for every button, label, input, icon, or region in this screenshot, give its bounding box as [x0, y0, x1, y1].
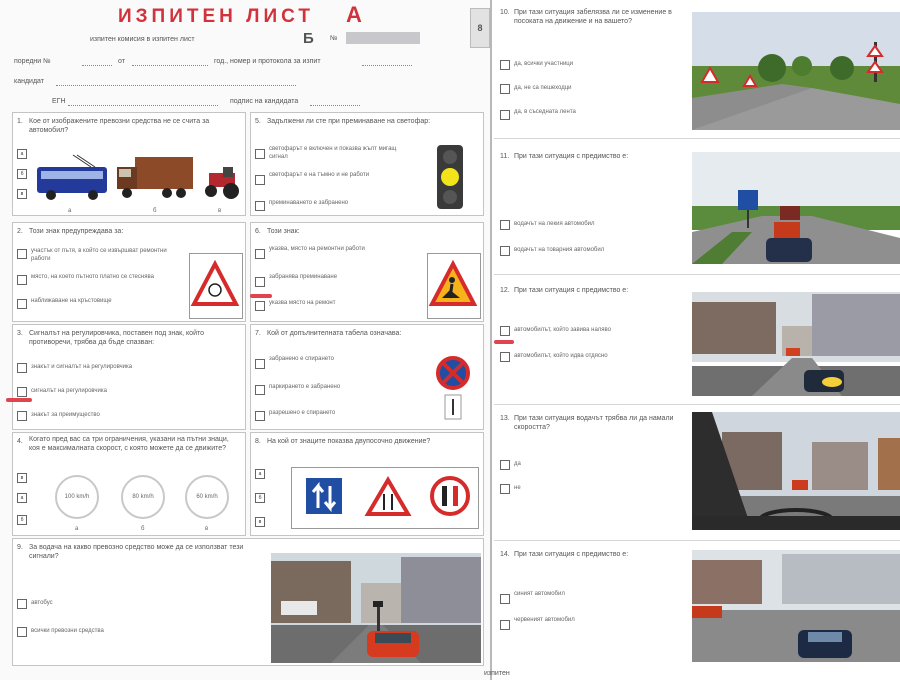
question-text: На кой от знаците показва двупосочно движение? [267, 438, 431, 445]
city-intersection-photo [692, 292, 900, 396]
answer-checkbox-a[interactable] [500, 220, 510, 230]
answer-checkbox-a[interactable]: а [17, 149, 27, 159]
question-number: 3. [17, 330, 23, 337]
question-12 [494, 278, 900, 400]
footer-text: изпитен [484, 670, 510, 677]
answer-checkbox-b[interactable] [17, 387, 27, 397]
answer-a: участък от пътя, в който се извършват ремонтни работи [31, 248, 167, 262]
sign-label-c: в [205, 526, 209, 532]
header-line2-left: поредни № [14, 58, 51, 65]
truck-image [113, 153, 195, 205]
answer-a: водачът на лекия автомобил [514, 221, 595, 227]
sheet-title: ИЗПИТЕН ЛИСТ [118, 6, 314, 27]
answer-checkbox-a[interactable] [500, 460, 510, 470]
answer-a: забранено е спирането [269, 356, 334, 362]
answer-a: автобус [31, 600, 53, 606]
answer-checkbox-b[interactable] [17, 627, 27, 637]
sign-box [291, 467, 479, 529]
question-text: При тази ситуация водачът трябва ли да намали скоростта? [514, 415, 674, 431]
answer-c: знакът за преимущество [31, 412, 100, 418]
answer-c: наближаване на кръстовище [31, 298, 112, 304]
question-text: Този знак предупреждава за: [29, 228, 124, 235]
protocol-blank[interactable] [362, 65, 412, 66]
answer-c: разрешено е спирането [269, 410, 336, 416]
header-line4-left: ЕГН [52, 98, 66, 105]
speed-sign-80: 80 km/h [121, 475, 165, 519]
question-text: При тази ситуация забелязва ли се изменение в посоката на движение и на вашето? [514, 9, 672, 25]
answer-a: синият автомобил [514, 591, 565, 597]
question-13 [494, 408, 900, 538]
answer-checkbox-a[interactable] [255, 249, 265, 259]
answer-checkbox-c[interactable] [17, 299, 27, 309]
answer-checkbox-b[interactable] [500, 484, 510, 494]
number-field[interactable] [346, 32, 420, 44]
answer-checkbox-a[interactable] [255, 149, 265, 159]
intersection-photo [692, 152, 900, 264]
question-1 [12, 112, 246, 216]
question-text: Задължени ли сте при преминаване на светофар: [267, 118, 431, 125]
answer-checkbox-b[interactable] [500, 352, 510, 362]
question-number: 2. [17, 228, 23, 235]
answer-c: да, в съседната лента [514, 109, 576, 115]
header-line2-mid: от [118, 58, 125, 65]
answer-checkbox-a[interactable]: а [17, 493, 27, 503]
answer-b: водачът на товарния автомобил [514, 247, 605, 253]
question-number: 4. [17, 438, 23, 445]
egn-blank[interactable] [68, 105, 218, 106]
header-line2-right: год., номер и протокола за изпит [214, 58, 321, 65]
answer-checkbox-b[interactable] [255, 385, 265, 395]
answer-b: сигналът на регулировчика [31, 388, 107, 394]
divider [494, 274, 900, 275]
answer-b: червеният автомобил [514, 617, 575, 623]
header-line4-right: подпис на кандидата [230, 98, 299, 105]
answer-marker [250, 294, 272, 298]
answer-marker [494, 340, 514, 344]
answer-checkbox-b[interactable]: б [17, 169, 27, 179]
question-number: 8. [255, 438, 261, 445]
answer-b: светофарът е на тъмно и не работи [269, 172, 370, 178]
answer-checkbox-b[interactable] [255, 277, 265, 287]
answer-a: светофарът е включен и показва жълт мигащ сигнал [269, 146, 397, 160]
question-number: 5. [255, 118, 261, 125]
answer-checkbox-b[interactable] [17, 275, 27, 285]
answer-checkbox-b[interactable] [500, 246, 510, 256]
answer-checkbox-c[interactable] [255, 201, 265, 211]
answer-c: указва място на ремонт [269, 300, 336, 306]
answer-a: да [514, 461, 521, 467]
question-14 [494, 544, 900, 674]
question-number: 7. [255, 330, 261, 337]
variant-b: Б [303, 30, 314, 47]
question-5 [250, 112, 484, 216]
answer-checkbox-c[interactable] [255, 411, 265, 421]
no-parking-sign-icon [431, 355, 475, 427]
signature-blank[interactable] [310, 105, 360, 106]
question-10 [494, 6, 900, 134]
trolleybus-image [33, 153, 111, 205]
header-line1: изпитен комисия в изпитен лист [90, 36, 195, 43]
question-9 [12, 538, 484, 666]
speed-sign-100: 100 km/h [55, 475, 99, 519]
side-tab: 8 [470, 8, 490, 48]
answer-checkbox-c[interactable]: в [17, 189, 27, 199]
answer-b: място, на което пътното платно се стеснява [31, 274, 154, 280]
answer-checkbox-a[interactable] [500, 594, 510, 604]
question-text: Кой от допълнителната табела означава: [267, 330, 402, 337]
question-4 [12, 432, 246, 536]
answer-a: знакът и сигналът на регулировчика [31, 364, 133, 370]
sign-label-b: б [141, 526, 145, 532]
answer-a: автомобилът, който завива наляво [514, 327, 612, 333]
driver-view-photo [692, 412, 900, 530]
traffic-light-yellow-icon [427, 143, 475, 211]
road-works-sign-icon [428, 254, 478, 316]
question-number: 10. [500, 9, 510, 16]
answer-b: всички превозни средства [31, 628, 104, 634]
street-scene-photo [271, 553, 481, 663]
question-text: Този знак: [267, 228, 300, 235]
answer-checkbox-b[interactable] [500, 620, 510, 630]
answer-checkbox-c[interactable] [17, 411, 27, 421]
crossing-photo [692, 550, 900, 662]
sign-box [427, 143, 475, 211]
answer-checkbox-c[interactable] [255, 301, 265, 311]
question-number: 14. [500, 551, 510, 558]
question-text: Сигналът на регулировчика, поставен под знак, който противоречи, трябва да бъде спазван: [29, 330, 205, 346]
question-number: 12. [500, 287, 510, 294]
answer-checkbox-c[interactable]: в [255, 517, 265, 527]
sign-box [431, 355, 475, 427]
answer-b: забранява преминаване [269, 274, 338, 280]
number-blank[interactable] [82, 65, 112, 66]
sign-label-a: а [75, 526, 79, 532]
date-blank[interactable] [132, 65, 208, 66]
number-label: № [330, 35, 338, 42]
answer-checkbox-a[interactable] [255, 359, 265, 369]
question-2 [12, 222, 246, 322]
answer-checkbox-b[interactable]: б [17, 515, 27, 525]
question-6 [250, 222, 484, 322]
answer-checkbox-b[interactable] [255, 175, 265, 185]
answer-checkbox-a[interactable]: а [255, 469, 265, 479]
answer-b: да, не са пешеходци [514, 85, 572, 91]
answer-checkbox-b[interactable] [500, 84, 510, 94]
candidate-blank[interactable] [56, 85, 296, 86]
image-label-b: б [153, 208, 157, 214]
question-8 [250, 432, 484, 536]
question-number: 1. [17, 118, 23, 125]
image-label-c: в [218, 208, 222, 214]
answer-b: автомобилът, който идва отдясно [514, 353, 608, 359]
question-3 [12, 324, 246, 430]
answer-checkbox-a[interactable] [17, 599, 27, 609]
divider [494, 138, 900, 139]
sign-box [427, 253, 481, 319]
answer-checkbox-c[interactable]: в [17, 473, 27, 483]
answer-b: паркирането е забранено [269, 384, 341, 390]
question-text: При тази ситуация с предимство е: [514, 287, 629, 294]
tractor-image [199, 165, 241, 201]
answer-a: да, всички участници [514, 61, 574, 67]
answer-checkbox-a[interactable] [17, 363, 27, 373]
answer-checkbox-a[interactable] [500, 60, 510, 70]
variant-a: A [346, 2, 362, 27]
question-text: Когато пред вас са три ограничения, указани на пътни знаци, коя е максималната скорост, с която можете да се движите? [29, 436, 229, 452]
speed-sign-60: 60 km/h [185, 475, 229, 519]
question-text: Кое от изображените превозни средства не се счита за автомобил? [29, 118, 210, 134]
image-label-a: а [68, 208, 72, 214]
question-11 [494, 142, 900, 270]
question-number: 9. [17, 544, 23, 551]
answer-b: не [514, 485, 521, 491]
question-number: 13. [500, 415, 510, 422]
divider [494, 540, 900, 541]
road-curve-photo [692, 12, 900, 130]
header-line3-left: кандидат [14, 78, 44, 85]
question-7 [250, 324, 484, 430]
answer-marker [6, 398, 32, 402]
question-text: При тази ситуация с предимство е: [514, 551, 629, 558]
question-number: 11. [500, 153, 510, 160]
sign-box [189, 253, 243, 319]
answer-checkbox-b[interactable]: б [255, 493, 265, 503]
two-way-traffic-signs-icon [292, 468, 476, 526]
question-text: За водача на какво превозно средство може да се използват тези сигнали? [29, 544, 244, 560]
answer-a: указва, място на ремонтни работи [269, 246, 365, 252]
answer-checkbox-a[interactable] [500, 326, 510, 336]
question-text: При тази ситуация с предимство е: [514, 153, 629, 160]
answer-checkbox-c[interactable] [500, 110, 510, 120]
question-number: 6. [255, 228, 261, 235]
divider [494, 404, 900, 405]
roundabout-warning-sign-icon [190, 254, 240, 316]
answer-checkbox-a[interactable] [17, 249, 27, 259]
answer-c: преминаването е забранено [269, 200, 349, 206]
